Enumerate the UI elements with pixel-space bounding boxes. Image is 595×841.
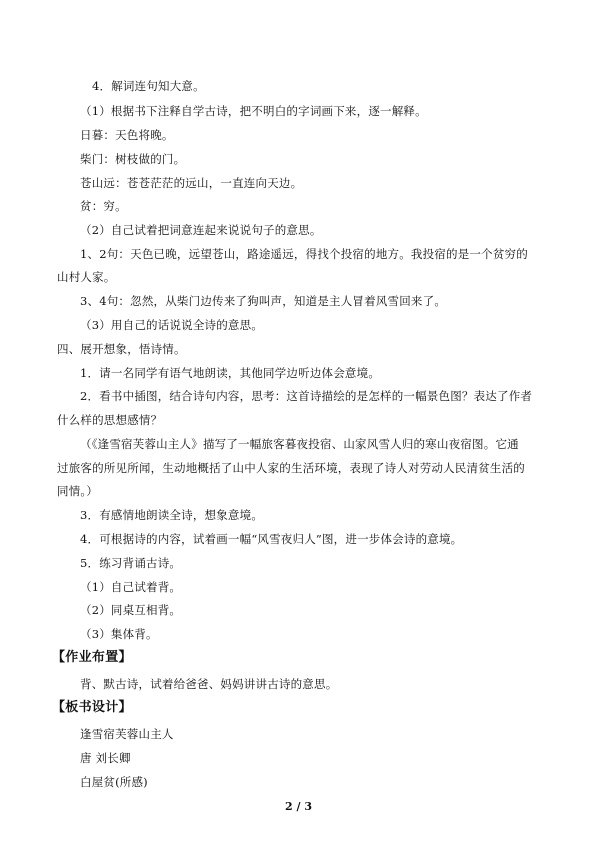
lines12-explanation-b: 山村人家。 — [57, 270, 116, 284]
recite-sub3: （3）集体背。 — [80, 627, 158, 641]
part-four-step1: 1．请一名同学有语气地朗读，其他同学边听边体会意境。 — [80, 366, 381, 380]
homework-text: 背、默古诗，试着给爸爸、妈妈讲讲古诗的意思。 — [80, 677, 338, 691]
poem-summary-b: 过旅客的所见所闻，生动地概括了山中人家的生活环境，表现了诗人对劳动人民清贫生活的 — [57, 461, 525, 475]
part-four-title: 四、展开想象，悟诗情。 — [57, 342, 186, 356]
section4-item2: （2）自己试着把词意连起来说说句子的意思。 — [80, 223, 322, 237]
lines34-explanation: 3、4句：忽然，从柴门边传来了狗叫声，知道是主人冒着风雪回来了。 — [80, 294, 447, 308]
section4-title: 4．解词连句知大意。 — [92, 79, 205, 93]
gloss-pin: 贫：穷。 — [80, 199, 127, 213]
poem-summary-a: （《逢雪宿芙蓉山主人》描写了一幅旅客暮夜投宿、山家风雪人归的寒山夜宿图。它通 — [80, 437, 519, 451]
gloss-rimu: 日暮：天色将晚。 — [80, 128, 174, 142]
section4-item3: （3）用自己的话说说全诗的意思。 — [80, 318, 264, 332]
gloss-chaimen: 柴门：树枝做的门。 — [80, 152, 186, 166]
part-four-step3: 3．有感情地朗读全诗，想象意境。 — [80, 508, 264, 522]
gloss-cangshan: 苍山远：苍苍茫茫的远山，一直连向天边。 — [80, 176, 303, 190]
board-poem-author: 唐 刘长卿 — [80, 751, 131, 765]
homework-heading: 【作业布置】 — [52, 650, 132, 665]
lines12-explanation-a: 1、2句：天色已晚，远望苍山，路途遥远，得找个投宿的地方。我投宿的是一个贫穷的 — [80, 247, 528, 261]
board-heading: 【板书设计】 — [52, 700, 132, 715]
part-four-step2-b: 什么样的思想感情？ — [57, 413, 163, 427]
recite-sub1: （1）自己试着背。 — [80, 580, 182, 594]
page-number: 2 / 3 — [285, 800, 312, 813]
section4-item1: （1）根据书下注释自学古诗，把不明白的字词画下来，逐一解释。 — [80, 104, 427, 118]
part-four-step2-a: 2．看书中插图，结合诗句内容，思考：这首诗描绘的是怎样的一幅景色图？表达了作者 — [80, 389, 533, 403]
board-poem-line: 白屋贫(所感) — [80, 775, 148, 789]
part-four-step4: 4．可根据诗的内容，试着画一幅“风雪夜归人”图，进一步体会诗的意境。 — [80, 532, 463, 546]
recite-sub2: （2）同桌互相背。 — [80, 603, 182, 617]
poem-summary-c: 同情。） — [57, 484, 99, 498]
part-four-step5: 5．练习背诵古诗。 — [80, 556, 182, 570]
board-poem-title: 逢雪宿芙蓉山主人 — [80, 727, 174, 741]
